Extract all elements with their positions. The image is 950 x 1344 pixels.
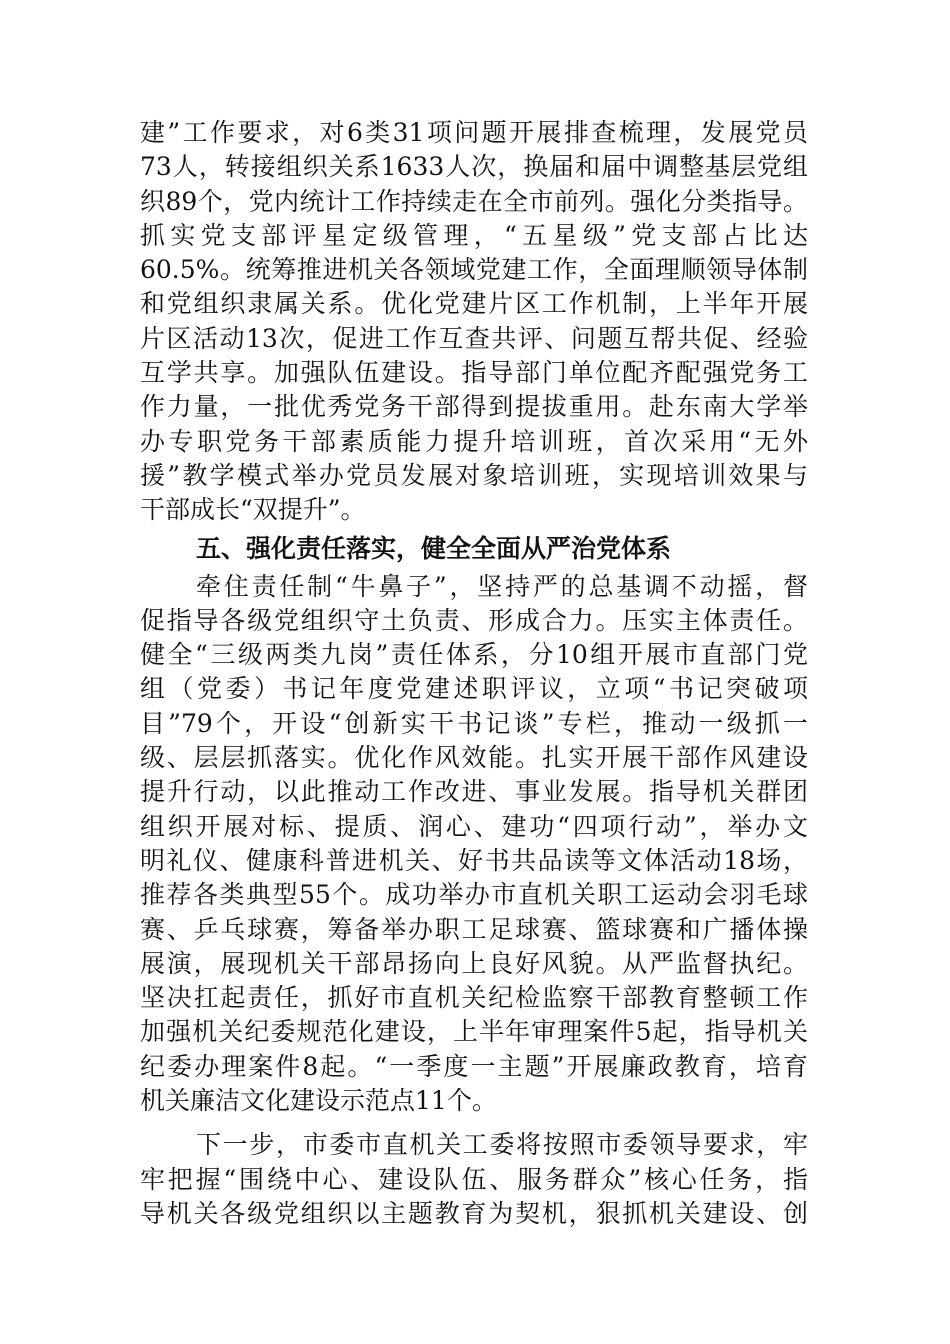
- paragraph-next-steps: [140, 1128, 808, 1231]
- text-line: 加强机关纪委规范化建设，上半年审理案件5起，指导机关: [140, 1017, 808, 1047]
- text-line: 组织开展对标、提质、润心、建功“四项行动”，举办文: [140, 811, 808, 841]
- text-line: 赛、乒乓球赛，筹备举办职工足球赛、篮球赛和广播体操: [140, 914, 808, 944]
- text-line: 60.5%。统筹推进机关各领域党建工作，全面理顺领导体制: [140, 255, 808, 285]
- text-line: 抓实党支部评星定级管理，“五星级”党支部占比达: [140, 220, 808, 250]
- paragraph-responsibility: [140, 570, 808, 1119]
- text-line: 级、层层抓落实。优化作风效能。扎实开展干部作风建设: [140, 743, 808, 773]
- text-line: 片区活动13次，促进工作互查共评、问题互帮共促、经验: [140, 323, 808, 353]
- text-line: 纪委办理案件8起。“一季度一主题”开展廉政教育，培育: [140, 1051, 808, 1081]
- text-line: 促指导各级党组织守土负责、形成合力。压实主体责任。: [140, 605, 808, 635]
- text-line: 坚决扛起责任，抓好市直机关纪检监察干部教育整顿工作: [140, 983, 808, 1013]
- text-line: 展演，展现机关干部昂扬向上良好风貌。从严监督执纪。: [140, 948, 808, 978]
- text-line: 73人，转接组织关系1633人次，换届和届中调整基层党组: [140, 152, 808, 182]
- text-line: 机关廉洁文化建设示范点11个。: [140, 1086, 497, 1116]
- text-line: 推荐各类典型55个。成功举办市直机关职工运动会羽毛球: [140, 880, 808, 910]
- text-line: 援”教学模式举办党员发展对象培训班，实现培训效果与: [140, 460, 808, 490]
- paragraph-gap: [140, 1118, 808, 1128]
- text-line: 互学共享。加强队伍建设。指导部门单位配齐配强党务工: [140, 358, 808, 388]
- section-heading: 五、强化责任落实，健全全面从严治党体系: [196, 533, 672, 563]
- text-line: 明礼仪、健康科普进机关、好书共品读等文体活动18场，: [140, 845, 808, 875]
- text-line: 织89个，党内统计工作持续走在全市前列。强化分类指导。: [140, 186, 808, 216]
- text-line: 下一步，市委市直机关工委将按照市委领导要求，牢: [196, 1130, 808, 1160]
- text-line: 作力量，一批优秀党务干部得到提拔重用。赴东南大学举: [140, 392, 808, 422]
- text-line: 提升行动，以此推动工作改进、事业发展。指导机关群团: [140, 777, 808, 807]
- text-line: 健全“三级两类九岗”责任体系，分10组开展市直部门党: [140, 640, 808, 670]
- text-line: 和党组织隶属关系。优化党建片区工作机制，上半年开展: [140, 289, 808, 319]
- text-line: 牵住责任制“牛鼻子”，坚持严的总基调不动摇，督: [196, 571, 808, 601]
- text-line: 牢把握“围绕中心、建设队伍、服务群众”核心任务，指: [140, 1164, 808, 1194]
- text-line: 组（党委）书记年度党建述职评议，立项“书记突破项: [140, 674, 808, 704]
- text-line: 干部成长“双提升”。: [140, 495, 366, 525]
- text-line: 目”79个，开设“创新实干书记谈”专栏，推动一级抓一: [140, 708, 808, 738]
- document-page: [140, 116, 808, 1231]
- text-line: 办专职党务干部素质能力提升培训班，首次采用“无外: [140, 426, 808, 456]
- text-line: 导机关各级党组织以主题教育为契机，狠抓机关建设、创: [140, 1198, 808, 1228]
- paragraph-party-building: [140, 116, 808, 528]
- text-line: 建”工作要求，对6类31项问题开展排查梳理，发展党员: [140, 118, 808, 147]
